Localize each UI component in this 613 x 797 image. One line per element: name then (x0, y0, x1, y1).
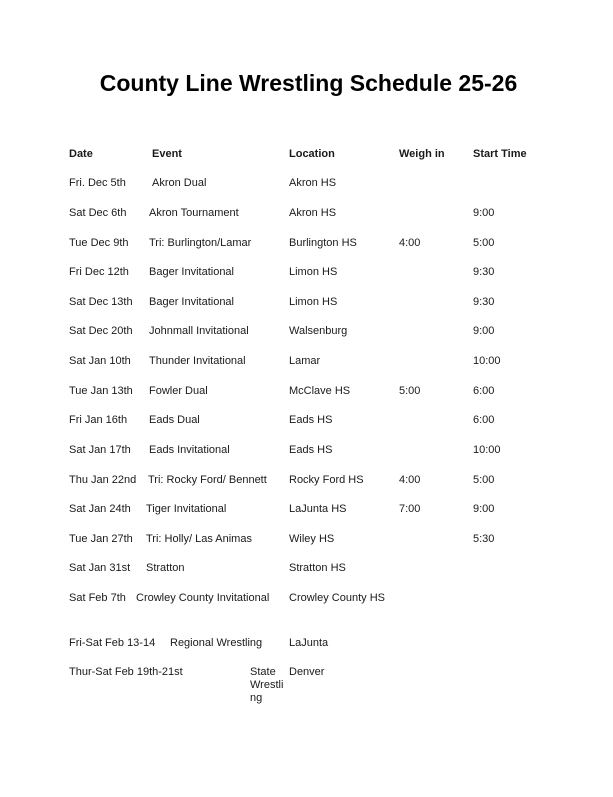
cell-start-time: 9:00 (473, 503, 495, 515)
cell-date: Thur-Sat Feb 19th-21st (69, 666, 183, 678)
cell-location: Wiley HS (289, 533, 335, 545)
cell-date: Sat Feb 7th (69, 592, 126, 604)
cell-date: Fri Jan 16th (69, 414, 128, 426)
cell-date: Sat Jan 17th (69, 444, 131, 456)
cell-date: Fri. Dec 5th (69, 177, 126, 189)
cell-date: Fri Dec 12th (69, 266, 129, 278)
cell-location: LaJunta (289, 637, 329, 649)
cell-weigh-in: 4:00 (399, 474, 421, 486)
cell-location: Limon HS (289, 296, 338, 308)
cell-location: Lamar (289, 355, 321, 367)
cell-start-time: 10:00 (473, 355, 501, 367)
cell-location: Rocky Ford HS (289, 474, 364, 486)
cell-event: Akron Tournament (149, 207, 239, 219)
cell-event: Tri: Rocky Ford/ Bennett (148, 474, 267, 486)
cell-location: Eads HS (289, 444, 333, 456)
cell-event: Fowler Dual (149, 385, 208, 397)
cell-event: Tri: Burlington/Lamar (149, 237, 252, 249)
cell-date: Sat Dec 6th (69, 207, 127, 219)
cell-location: LaJunta HS (289, 503, 347, 515)
cell-location: Walsenburg (289, 325, 348, 337)
cell-location: Burlington HS (289, 237, 357, 249)
cell-start-time: 6:00 (473, 385, 495, 397)
cell-start-time: 9:30 (473, 296, 495, 308)
cell-event: Regional Wrestling (170, 637, 263, 649)
cell-event: Eads Invitational (149, 444, 230, 456)
cell-date: Sat Jan 31st (69, 562, 131, 574)
cell-start-time: 5:30 (473, 533, 495, 545)
cell-weigh-in: 7:00 (399, 503, 421, 515)
cell-date: Fri-Sat Feb 13-14 (69, 637, 156, 649)
cell-start-time: 9:00 (473, 207, 495, 219)
cell-weigh-in: 5:00 (399, 385, 421, 397)
cell-date: Tue Dec 9th (69, 237, 129, 249)
header-event: Event (152, 148, 182, 160)
cell-event: Thunder Invitational (149, 355, 246, 367)
cell-date: Sat Jan 24th (69, 503, 131, 515)
cell-location: Limon HS (289, 266, 338, 278)
cell-event: Johnmall Invitational (149, 325, 249, 337)
cell-start-time: 6:00 (473, 414, 495, 426)
cell-event: Stratton (146, 562, 185, 574)
cell-location: Crowley County HS (289, 592, 385, 604)
cell-start-time: 5:00 (473, 474, 495, 486)
cell-event: Akron Dual (152, 177, 207, 189)
header-weigh-in: Weigh in (399, 148, 445, 160)
cell-event: Bager Invitational (149, 266, 234, 278)
cell-date: Tue Jan 13th (69, 385, 133, 397)
cell-event: Bager Invitational (149, 296, 234, 308)
cell-event: Crowley County Invitational (136, 592, 270, 604)
header-location: Location (289, 148, 335, 160)
header-date: Date (69, 148, 93, 160)
cell-date: Sat Dec 20th (69, 325, 133, 337)
cell-event: Tiger Invitational (146, 503, 227, 515)
cell-date: Sat Dec 13th (69, 296, 133, 308)
cell-start-time: 9:30 (473, 266, 495, 278)
cell-date: Thu Jan 22nd (69, 474, 137, 486)
page-title: County Line Wrestling Schedule 25-26 (99, 70, 518, 96)
cell-event: Tri: Holly/ Las Animas (146, 533, 252, 545)
cell-location: Akron HS (289, 207, 337, 219)
cell-location: Akron HS (289, 177, 337, 189)
cell-date: Sat Jan 10th (69, 355, 131, 367)
cell-location: Eads HS (289, 414, 333, 426)
cell-event: State Wrestling (250, 666, 284, 704)
cell-date: Tue Jan 27th (69, 533, 133, 545)
cell-start-time: 9:00 (473, 325, 495, 337)
cell-location: Stratton HS (289, 562, 346, 574)
cell-start-time: 5:00 (473, 237, 495, 249)
header-start-time: Start Time (473, 148, 527, 160)
cell-location: McClave HS (289, 385, 351, 397)
cell-location: Denver (289, 666, 325, 678)
cell-weigh-in: 4:00 (399, 237, 421, 249)
cell-event: Eads Dual (149, 414, 200, 426)
cell-start-time: 10:00 (473, 444, 501, 456)
